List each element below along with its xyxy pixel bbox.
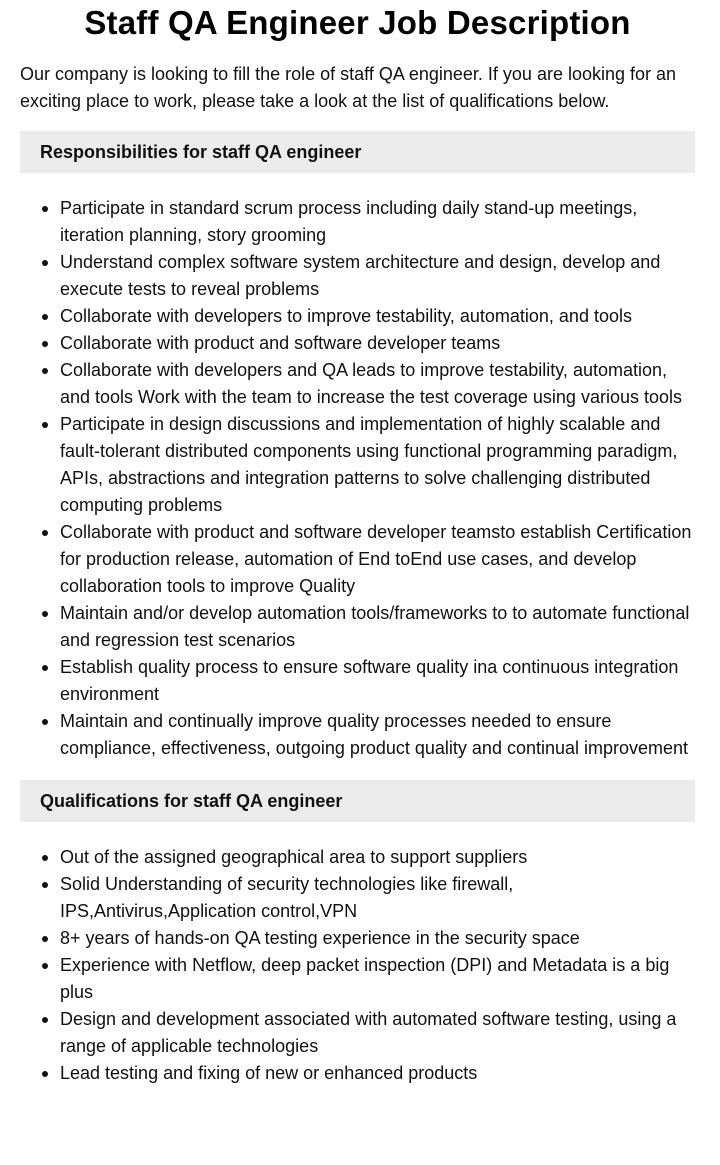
responsibility-item: Collaborate with developers to improve testability, automation, and tools (60, 303, 695, 330)
responsibility-item: Participate in standard scrum process including daily stand-up meetings, iteration planning, story grooming (60, 195, 695, 249)
responsibility-item: Establish quality process to ensure software quality ina continuous integration environment (60, 654, 695, 708)
qualification-item: Lead testing and fixing of new or enhanced products (60, 1060, 695, 1087)
responsibility-item: Maintain and/or develop automation tools/frameworks to to automate functional and regression test scenarios (60, 600, 695, 654)
qualifications-list (20, 844, 695, 1087)
qualification-item: Solid Understanding of security technologies like firewall, IPS,Antivirus,Application control,VPN (60, 871, 695, 925)
qualification-item: Design and development associated with automated software testing, using a range of applicable technologies (60, 1006, 695, 1060)
responsibilities-heading: Responsibilities for staff QA engineer (20, 131, 695, 173)
intro-paragraph: Our company is looking to fill the role of staff QA engineer. If you are looking for an exciting place to work, please take a look at the list of qualifications below. (20, 64, 677, 111)
qualification-item: Out of the assigned geographical area to support suppliers (60, 844, 695, 871)
responsibility-item: Collaborate with developers and QA leads to improve testability, automation, and tools Work with the team to increase the test coverage using various tools (60, 357, 695, 411)
responsibility-item: Collaborate with product and software developer teamsto establish Certification for production release, automation of End toEnd use cases, and develop collaboration tools to improve Quality (60, 519, 695, 600)
page-title: Staff QA Engineer Job Description (84, 4, 631, 41)
responsibility-item: Maintain and continually improve quality processes needed to ensure compliance, effectiveness, outgoing product quality and continual improvement (60, 708, 695, 762)
responsibility-item: Collaborate with product and software developer teams (60, 330, 695, 357)
qualification-item: Experience with Netflow, deep packet inspection (DPI) and Metadata is a big plus (60, 952, 695, 1006)
responsibility-item: Understand complex software system architecture and design, develop and execute tests to reveal problems (60, 249, 695, 303)
qualifications-heading: Qualifications for staff QA engineer (20, 780, 695, 822)
responsibility-item: Participate in design discussions and implementation of highly scalable and fault-tolerant distributed components using functional programming paradigm, APIs, abstractions and integration patterns to solve challenging distributed computing problems (60, 411, 695, 519)
responsibilities-list (20, 195, 695, 762)
qualification-item: 8+ years of hands-on QA testing experience in the security space (60, 925, 695, 952)
